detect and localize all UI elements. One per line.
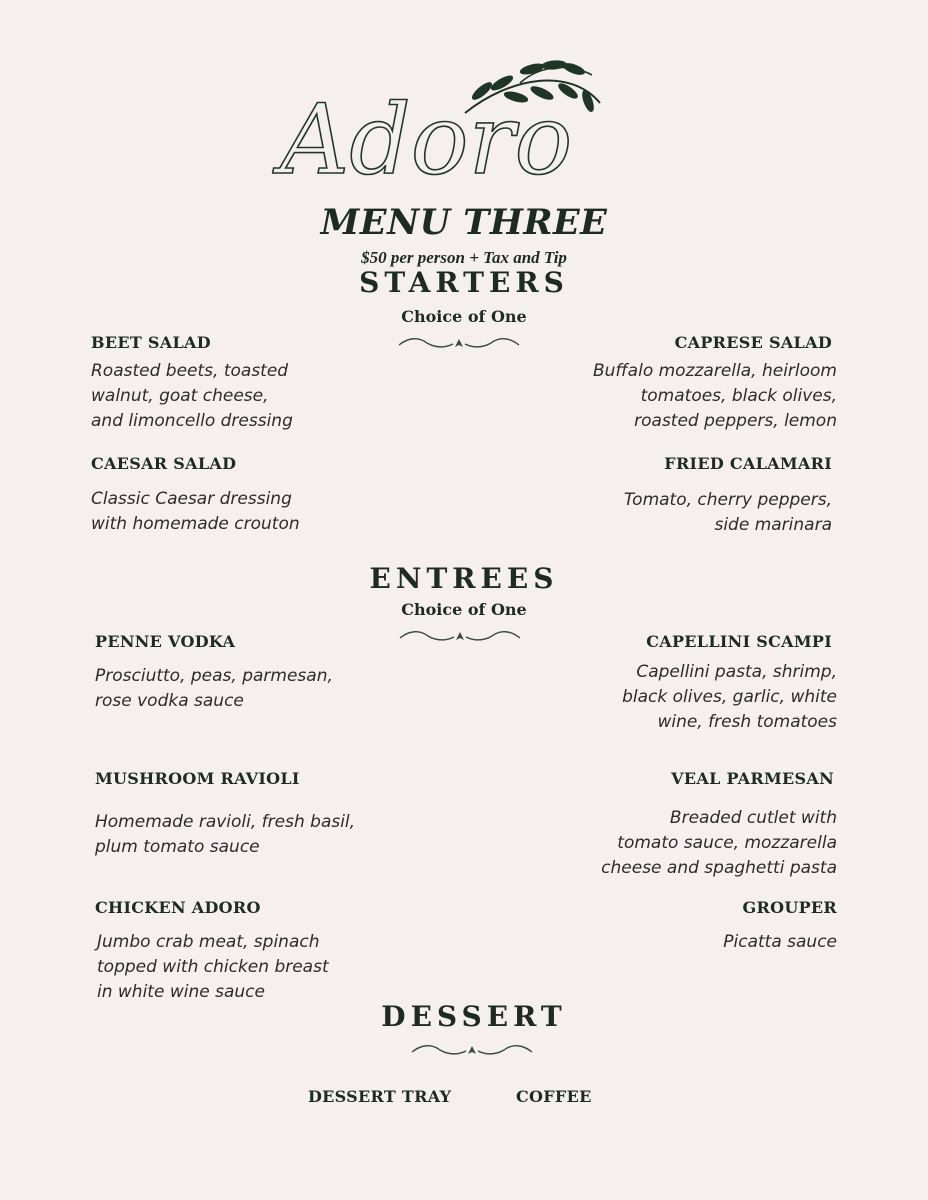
- starters-choice: Choice of One: [401, 307, 527, 326]
- menu-item-chicken-adoro: CHICKEN ADORO: [95, 898, 261, 917]
- menu-item-capellini-scampi: CAPELLINI SCAMPI: [646, 632, 832, 651]
- menu-item-capellini-scampi-desc: Capellini pasta, shrimp, black olives, garlic, white wine, fresh tomatoes: [622, 662, 837, 732]
- entrees-title: ENTREES: [369, 562, 559, 595]
- menu-item-veal-parmesan-desc: Breaded cutlet with tomato sauce, mozzarella cheese and spaghetti pasta: [601, 808, 837, 878]
- menu-item-beet-salad: BEET SALAD: [91, 333, 211, 352]
- price-line: $50 per person + Tax and Tip: [361, 248, 567, 267]
- logo-text: Adoro: [280, 84, 573, 195]
- menu-item-mushroom-ravioli: MUSHROOM RAVIOLI: [95, 769, 300, 788]
- menu-item-fried-calamari-desc: Tomato, cherry peppers, side marinara: [623, 490, 832, 535]
- starters-title: STARTERS: [359, 266, 569, 299]
- adoro-logo: [270, 55, 660, 195]
- dessert-item-coffee: COFFEE: [516, 1087, 592, 1106]
- menu-item-mushroom-ravioli-desc: Homemade ravioli, fresh basil, plum tomato sauce: [95, 812, 356, 857]
- menu-item-caesar-salad: CAESAR SALAD: [91, 454, 237, 473]
- menu-item-caprese-salad-desc: Buffalo mozzarella, heirloom tomatoes, black olives, roasted peppers, lemon: [592, 361, 837, 431]
- menu-item-chicken-adoro-desc: Jumbo crab meat, spinach topped with chicken breast in white wine sauce: [97, 932, 329, 1002]
- dessert-item-tray: DESSERT TRAY: [308, 1087, 452, 1106]
- menu-item-fried-calamari: FRIED CALAMARI: [664, 454, 832, 473]
- menu-item-veal-parmesan: VEAL PARMESAN: [671, 769, 834, 788]
- menu-title: MENU THREE: [320, 202, 608, 243]
- menu-item-beet-salad-desc: Roasted beets, toasted walnut, goat cheese, and limoncello dressing: [91, 361, 293, 431]
- flourish-divider-icon: [397, 337, 521, 356]
- menu-item-penne-vodka-desc: Prosciutto, peas, parmesan, rose vodka sauce: [95, 666, 333, 711]
- menu-item-penne-vodka: PENNE VODKA: [95, 632, 236, 651]
- dessert-title: DESSERT: [381, 1000, 567, 1033]
- menu-item-grouper: GROUPER: [742, 898, 837, 917]
- flourish-divider-icon: [398, 630, 522, 649]
- menu-item-grouper-desc: Picatta sauce: [723, 932, 837, 952]
- entrees-choice: Choice of One: [401, 600, 527, 619]
- menu-item-caprese-salad: CAPRESE SALAD: [674, 333, 832, 352]
- menu-item-caesar-salad-desc: Classic Caesar dressing with homemade crouton: [91, 489, 300, 534]
- flourish-divider-icon: [410, 1044, 534, 1063]
